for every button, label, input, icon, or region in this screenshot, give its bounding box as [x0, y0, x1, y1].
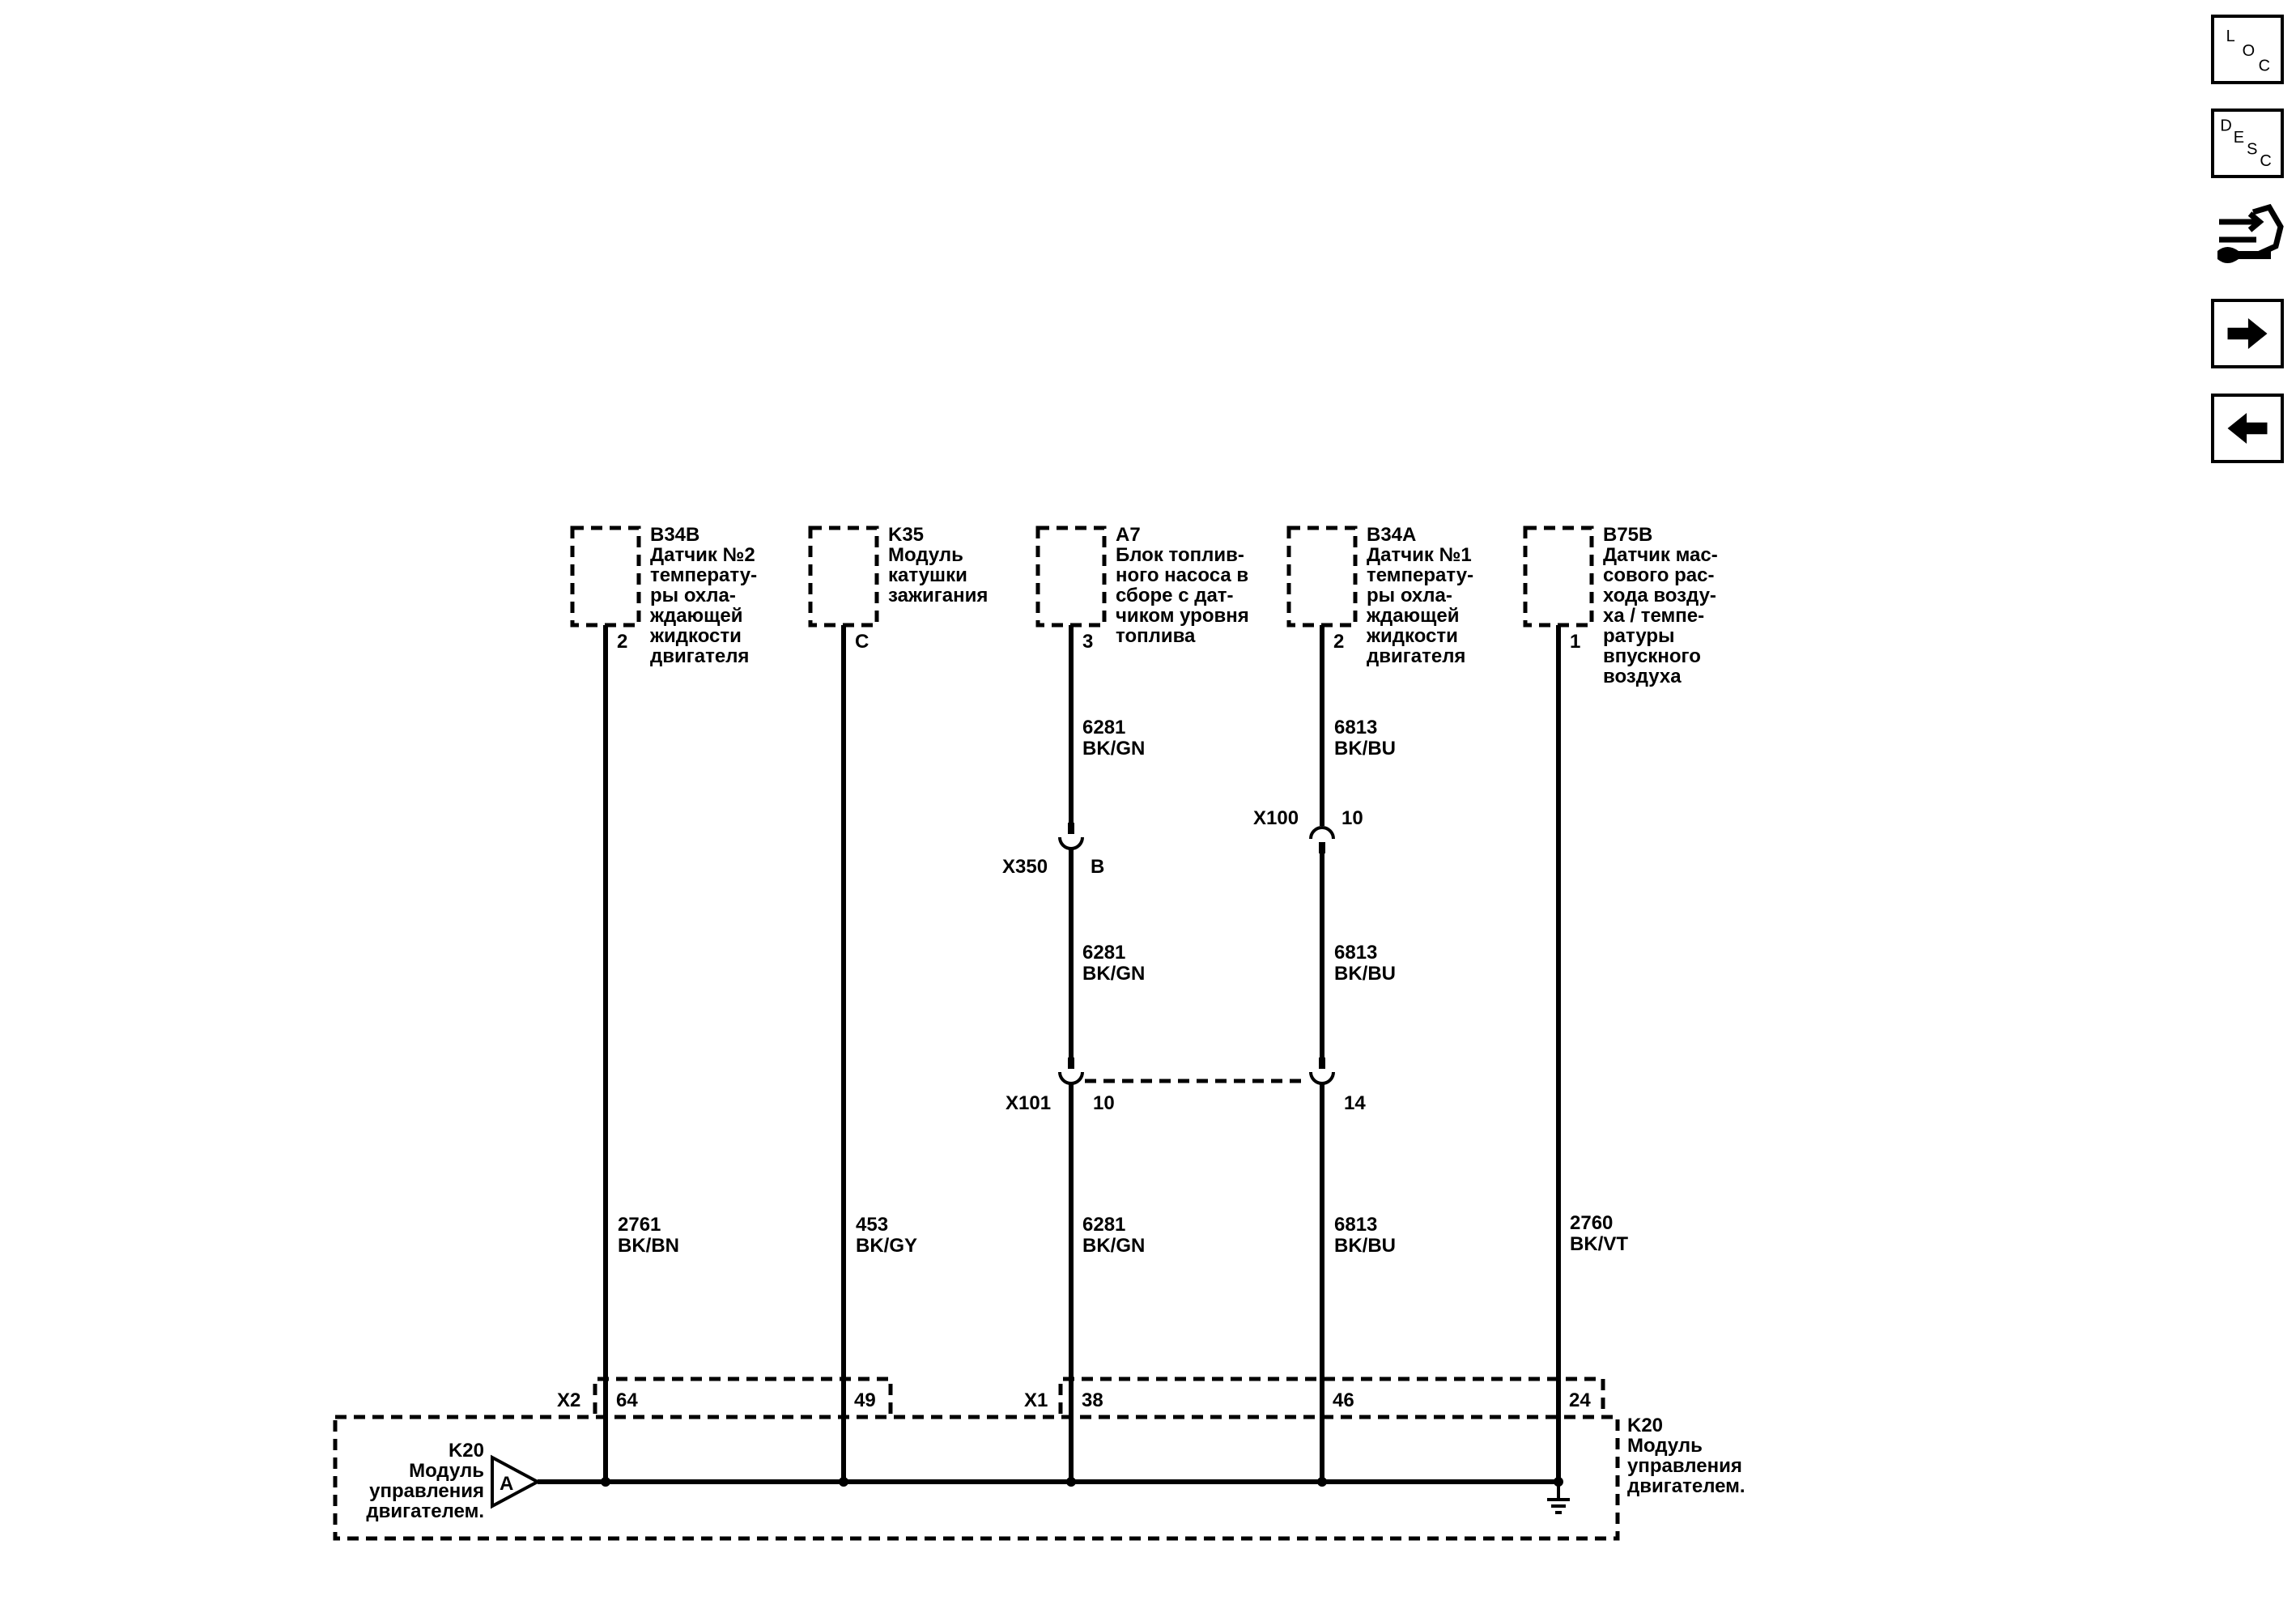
- svg-text:жидкости: жидкости: [1367, 625, 1458, 647]
- reference-triangle-icon: [492, 1457, 538, 1506]
- x1-connector: [1024, 1379, 1603, 1414]
- x100-name: X100: [1253, 807, 1299, 829]
- wire-2761-color: BK/BN: [618, 1235, 679, 1257]
- wire-2760-color: BK/VT: [1570, 1233, 1628, 1255]
- a7-component-box: [1038, 528, 1104, 625]
- b34a-pin: 2: [1333, 631, 1345, 653]
- x2-pin-64: 64: [616, 1389, 638, 1411]
- x101-pin-right: 14: [1344, 1092, 1366, 1114]
- svg-text:управления: управления: [1627, 1455, 1742, 1477]
- svg-text:Датчик №1: Датчик №1: [1367, 544, 1472, 566]
- svg-text:хода возду-: хода возду-: [1603, 585, 1716, 606]
- x350-pin: B: [1091, 856, 1105, 878]
- wire-6813a-circuit: 6813: [1334, 717, 1378, 738]
- svg-text:впускного: впускного: [1603, 645, 1701, 667]
- svg-text:сборе с дат-: сборе с дат-: [1116, 585, 1234, 606]
- b34b-pin: 2: [617, 631, 628, 653]
- svg-text:Модуль: Модуль: [409, 1460, 484, 1482]
- svg-text:управления: управления: [369, 1480, 484, 1502]
- x350-name: X350: [1002, 856, 1048, 878]
- b34b-component-box: [572, 528, 639, 625]
- a7-pin: 3: [1082, 631, 1094, 653]
- k20-left-label: [366, 1440, 484, 1522]
- svg-text:двигателя: двигателя: [650, 645, 750, 667]
- k35-pin: C: [855, 631, 870, 653]
- a7-label: [1082, 524, 1249, 653]
- svg-text:Датчик №2: Датчик №2: [650, 544, 755, 566]
- svg-text:ждающей: ждающей: [1367, 605, 1460, 627]
- svg-text:K20: K20: [1627, 1415, 1664, 1436]
- splice-dot-2761: [601, 1477, 610, 1487]
- svg-text:Датчик мас-: Датчик мас-: [1603, 544, 1718, 566]
- x1-pin-46: 46: [1333, 1389, 1354, 1411]
- wire-2761-circuit: 2761: [618, 1214, 661, 1236]
- x1-pin-38: 38: [1082, 1389, 1103, 1411]
- desc-letter-c: C: [2260, 152, 2272, 171]
- reference-letter: A: [500, 1473, 514, 1495]
- wire-6813b-circuit: 6813: [1334, 942, 1378, 964]
- b34b-id: B34B: [650, 524, 700, 546]
- x100-pin: 10: [1341, 807, 1363, 829]
- b75b-id: B75B: [1603, 524, 1653, 546]
- k20-right-label: [1627, 1415, 1745, 1497]
- x1-pin-24: 24: [1569, 1389, 1591, 1411]
- svg-text:зажигания: зажигания: [888, 585, 989, 606]
- svg-text:воздуха: воздуха: [1603, 666, 1682, 687]
- b34a-component-box: [1289, 528, 1355, 625]
- x350-connector: [1002, 823, 1104, 878]
- svg-text:K20: K20: [448, 1440, 484, 1462]
- svg-text:ха / темпе-: ха / темпе-: [1603, 605, 1705, 627]
- svg-text:жидкости: жидкости: [650, 625, 742, 647]
- wire-labels: [618, 717, 1628, 1257]
- svg-text:ры охла-: ры охла-: [650, 585, 736, 606]
- x101-connector: [1006, 1057, 1366, 1114]
- wire-6281c-circuit: 6281: [1082, 1214, 1126, 1236]
- svg-text:сового рас-: сового рас-: [1603, 564, 1715, 586]
- x2-name: X2: [557, 1389, 581, 1411]
- svg-text:чиком уровня: чиком уровня: [1116, 605, 1249, 627]
- loc-letter-l: L: [2226, 28, 2235, 46]
- x101-name: X101: [1006, 1092, 1052, 1114]
- b75b-pin: 1: [1570, 631, 1581, 653]
- b75b-label: [1570, 524, 1718, 687]
- wire-6813c-color: BK/BU: [1334, 1235, 1396, 1257]
- svg-text:ного насоса в: ного насоса в: [1116, 564, 1249, 586]
- loc-letter-o: O: [2242, 42, 2256, 61]
- desc-letter-d: D: [2220, 117, 2232, 135]
- desc-letter-s: S: [2247, 140, 2258, 159]
- wire-453-color: BK/GY: [856, 1235, 918, 1257]
- x2-pin-49: 49: [854, 1389, 876, 1411]
- svg-text:температу-: температу-: [1367, 564, 1474, 586]
- x100-connector: [1253, 807, 1363, 853]
- splice-dot-6281: [1066, 1477, 1076, 1487]
- wire-6813b-color: BK/BU: [1334, 963, 1396, 985]
- b75b-component-box: [1525, 528, 1592, 625]
- svg-text:двигателем.: двигателем.: [1627, 1475, 1745, 1497]
- svg-text:ры охла-: ры охла-: [1367, 585, 1452, 606]
- a7-id: A7: [1116, 524, 1141, 546]
- svg-text:Модуль: Модуль: [1627, 1435, 1703, 1457]
- ground-icon: [1547, 1482, 1570, 1513]
- svg-text:ратуры: ратуры: [1603, 625, 1675, 647]
- wire-6281b-color: BK/GN: [1082, 963, 1146, 985]
- svg-text:двигателя: двигателя: [1367, 645, 1466, 667]
- b34a-id: B34A: [1367, 524, 1417, 546]
- k35-id: K35: [888, 524, 925, 546]
- wire-2760-circuit: 2760: [1570, 1212, 1614, 1234]
- wire-453-circuit: 453: [856, 1214, 889, 1236]
- svg-text:ждающей: ждающей: [650, 605, 743, 627]
- svg-text:Модуль: Модуль: [888, 544, 963, 566]
- svg-text:топлива: топлива: [1116, 625, 1196, 647]
- wire-6813c-circuit: 6813: [1334, 1214, 1378, 1236]
- wire-6281a-color: BK/GN: [1082, 738, 1146, 760]
- x1-name: X1: [1024, 1389, 1048, 1411]
- loc-letter-c: C: [2258, 57, 2271, 75]
- k35-component-box: [810, 528, 877, 625]
- wire-6281b-circuit: 6281: [1082, 942, 1126, 964]
- svg-text:катушки: катушки: [888, 564, 967, 586]
- splice-dot-453: [839, 1477, 848, 1487]
- splice-dot-6813: [1317, 1477, 1327, 1487]
- svg-text:двигателем.: двигателем.: [366, 1500, 484, 1522]
- wire-6813a-color: BK/BU: [1334, 738, 1396, 760]
- wire-6281a-circuit: 6281: [1082, 717, 1126, 738]
- svg-text:температу-: температу-: [650, 564, 758, 586]
- wire-6281c-color: BK/GN: [1082, 1235, 1146, 1257]
- desc-letter-e: E: [2233, 129, 2245, 147]
- x101-pin-left: 10: [1093, 1092, 1115, 1114]
- svg-text:Блок топлив-: Блок топлив-: [1116, 544, 1244, 566]
